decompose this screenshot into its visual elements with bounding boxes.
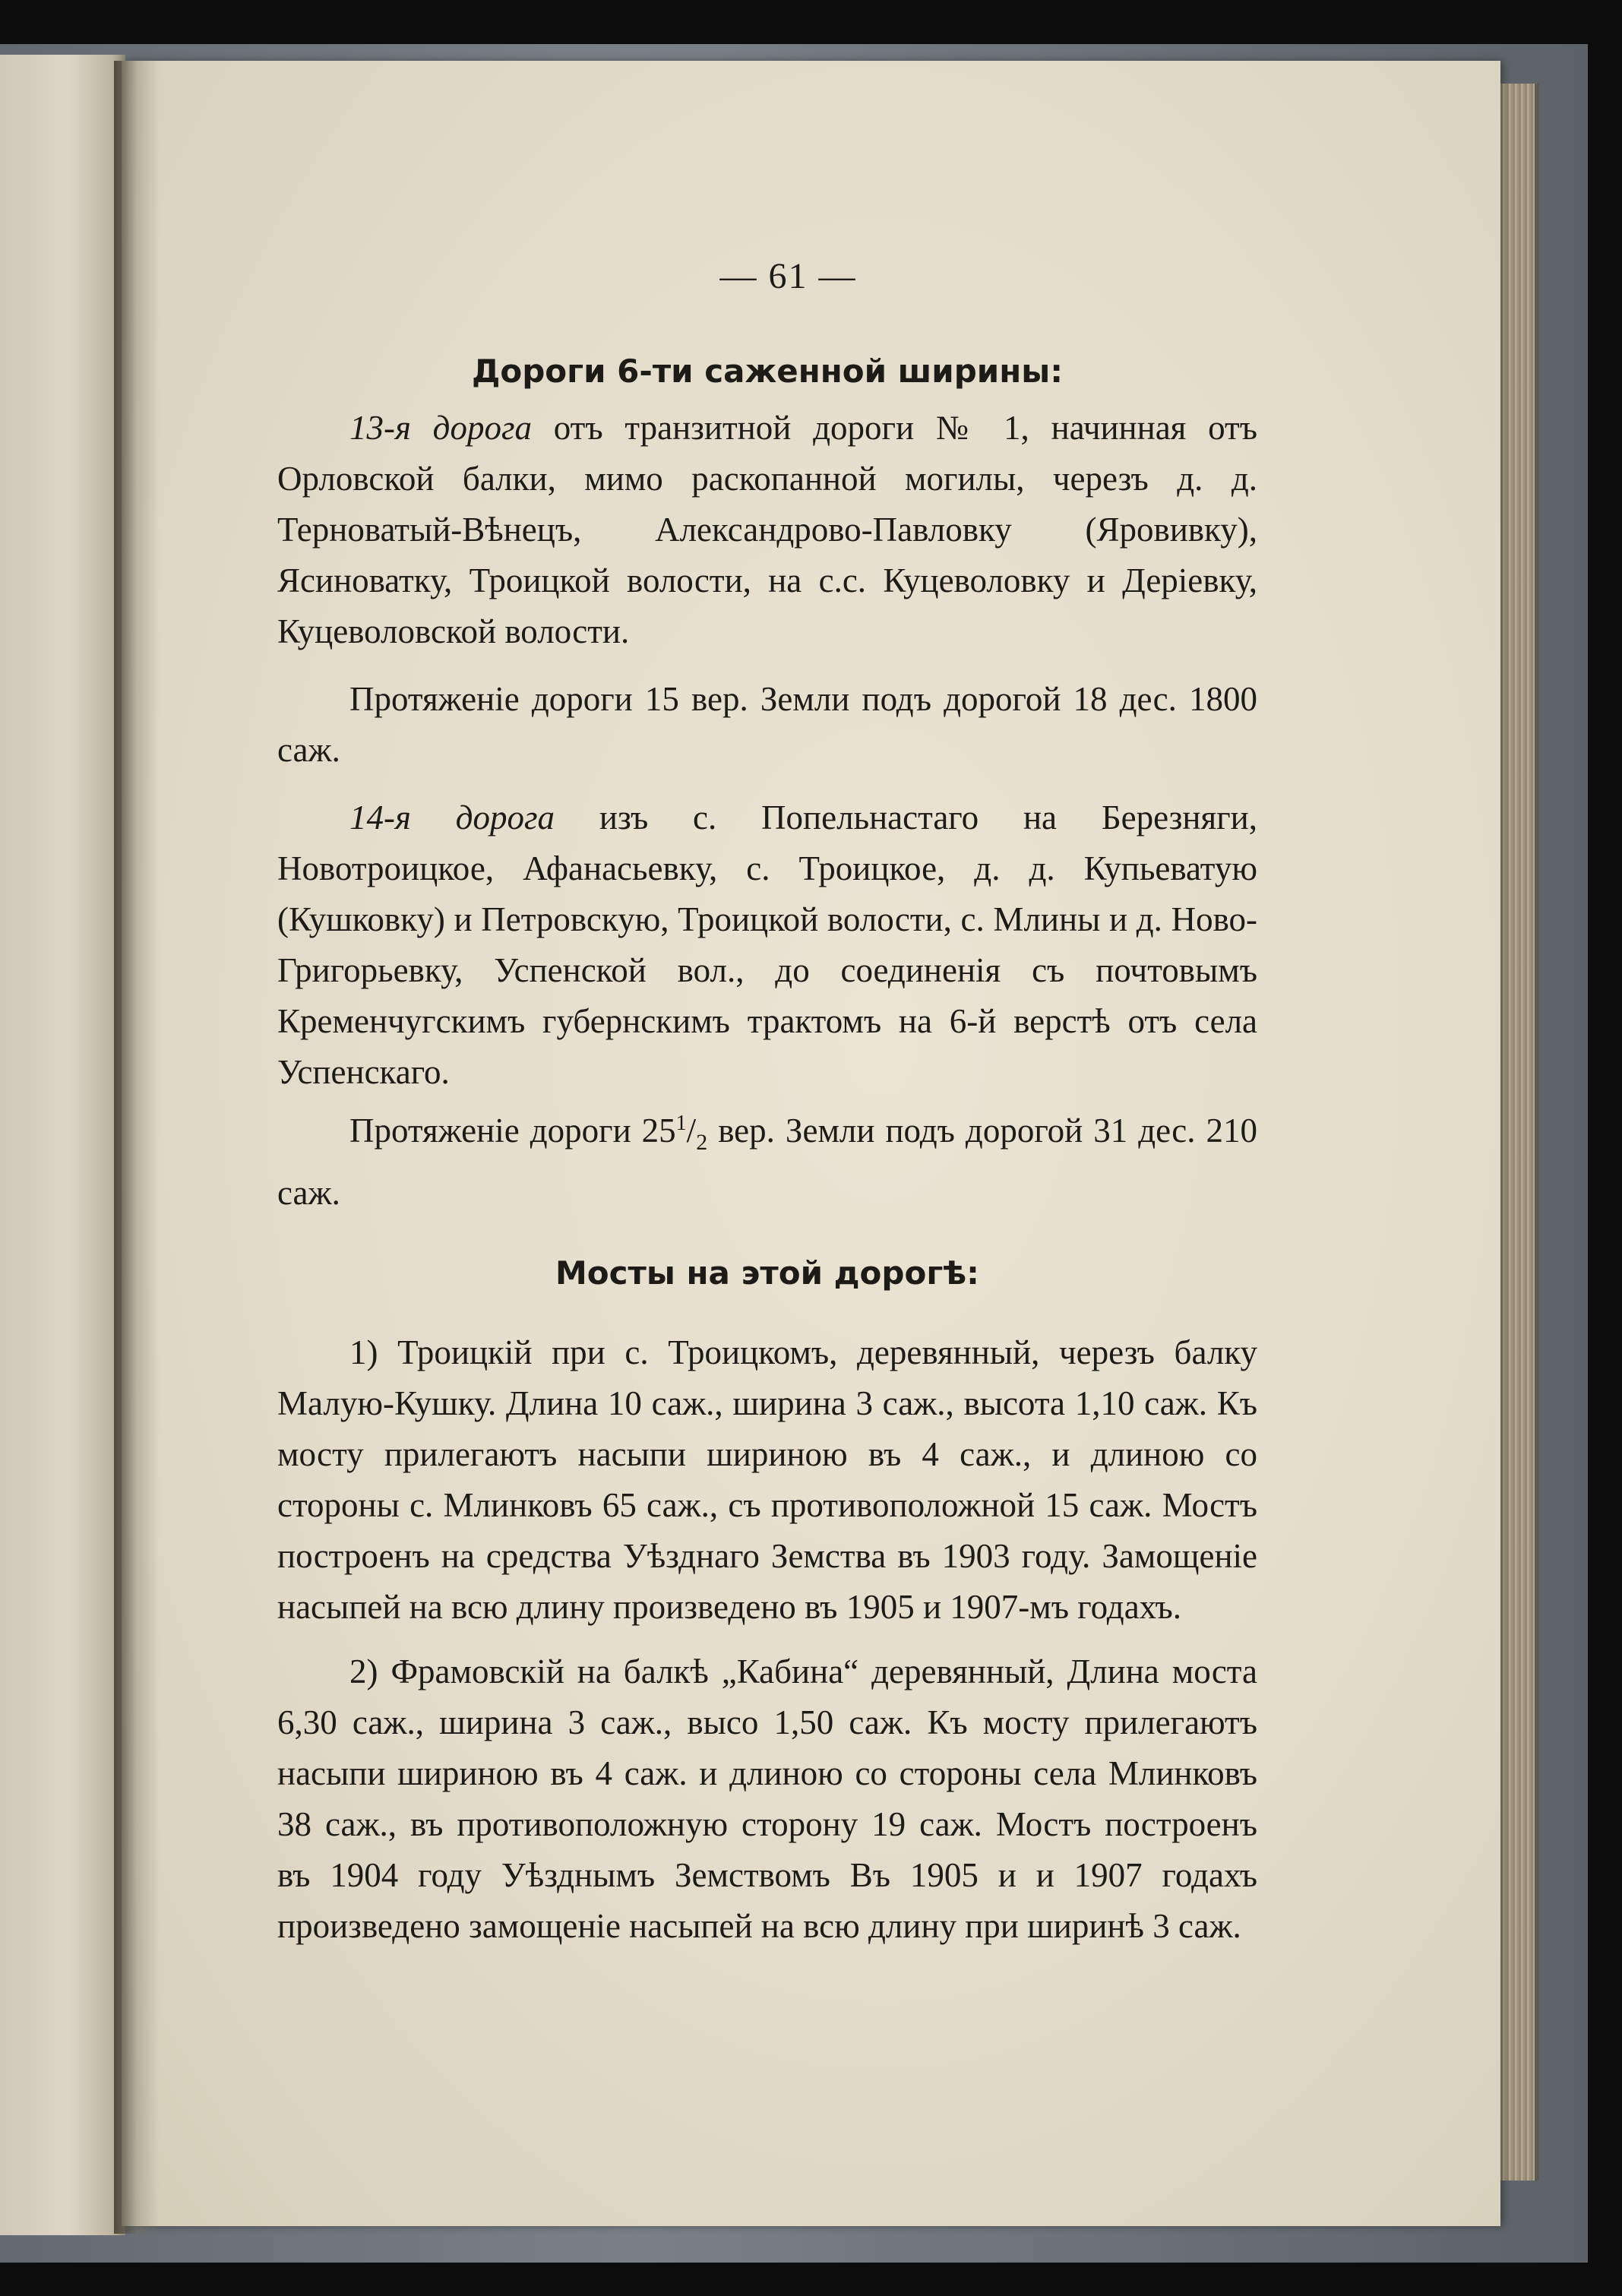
page-number: — 61 — (719, 256, 857, 296)
paragraph-bridge-2: 2) Фрамовскій на балкѣ „Кабина“ деревянный, Длина моста 6,30 саж., ширина 3 саж., высо 1,50 саж. Къ мосту прилегаютъ насыпи шириною въ 4 саж. и длиною со стороны села Млинковъ 38 саж., въ противоположную сторону 19 саж. Мостъ построенъ въ 1904 году Уѣзднымъ Земствомъ Въ 1905 и и 1907 годахъ произведено замощеніе насыпей на всю длину при ширинѣ 3 саж. (277, 1652, 1257, 1945)
road-14-length-before: Протяженіе дороги 25 (349, 1112, 676, 1150)
fraction-denominator: 2 (696, 1130, 708, 1155)
paragraph-road-13-length: Протяженіе дороги 15 вер. Земли подъ дорогой 18 дес. 1800 саж. (277, 680, 1257, 769)
road-14-length-after: вер. Земли подъ дорогой 31 дес. 210 саж. (277, 1112, 1258, 1212)
fraction-numerator: 1 (675, 1112, 687, 1135)
paragraph-road-14 (277, 792, 1257, 1098)
previous-page-edge (0, 55, 125, 2235)
road-14-label: 14-я дорога (349, 799, 555, 836)
gutter-shadow (114, 61, 160, 2234)
paragraph-road-14-length: Протяженіе дороги $25^1/_2$ вер. Земли подъ дорогой 31 дес. 210 саж. (277, 1112, 1258, 1212)
heading-bridges: Мосты на этой дорогѣ: (555, 1254, 979, 1292)
road-13-label: 13-я дорога (349, 409, 532, 447)
paragraph-road-13 (277, 403, 1257, 657)
page-text (277, 251, 1257, 1952)
paragraph-bridge-1: 1) Троицкій при с. Троицкомъ, деревянный, черезъ балку Малую-Кушку. Длина 10 саж., ширина 3 саж., высота 1,10 саж. Къ мосту прилегаютъ насыпи шириною въ 4 саж., и длиною со стороны с. Млинковъ 65 саж., съ противоположной 15 саж. Мостъ построенъ на средства Уѣзднаго Земства въ 1903 году. Замощеніе насыпей на всю длину произведено въ 1905 и 1907-мъ годахъ. (277, 1333, 1257, 1626)
road-13-text: отъ транзитной дороги № 1, начинная отъ Орловской балки, мимо раскопанной могилы, черезъ д. д. Терноватый-Вѣнецъ, Александрово-Павловку (Яровивку), Ясиноватку, Троицкой волости, на с.с. Куцеволовку и Деріевку, Куцеволовской волости. (277, 409, 1257, 650)
heading-roads: Дороги 6-ти саженной ширины: (471, 353, 1063, 390)
road-14-text: изъ с. Попельнастаго на Березняги, Новотроицкое, Афанасьевку, с. Троицкое, д. д. Купьеватую (Кушковку) и Петровскую, Троицкой волости, с. Млины и д. Ново-Григорьевку, Успенской вол., до соединенія съ почтовымъ Кременчугскимъ губернскимъ трактомъ на 6-й верстѣ отъ села Успенскаго. (277, 799, 1257, 1091)
